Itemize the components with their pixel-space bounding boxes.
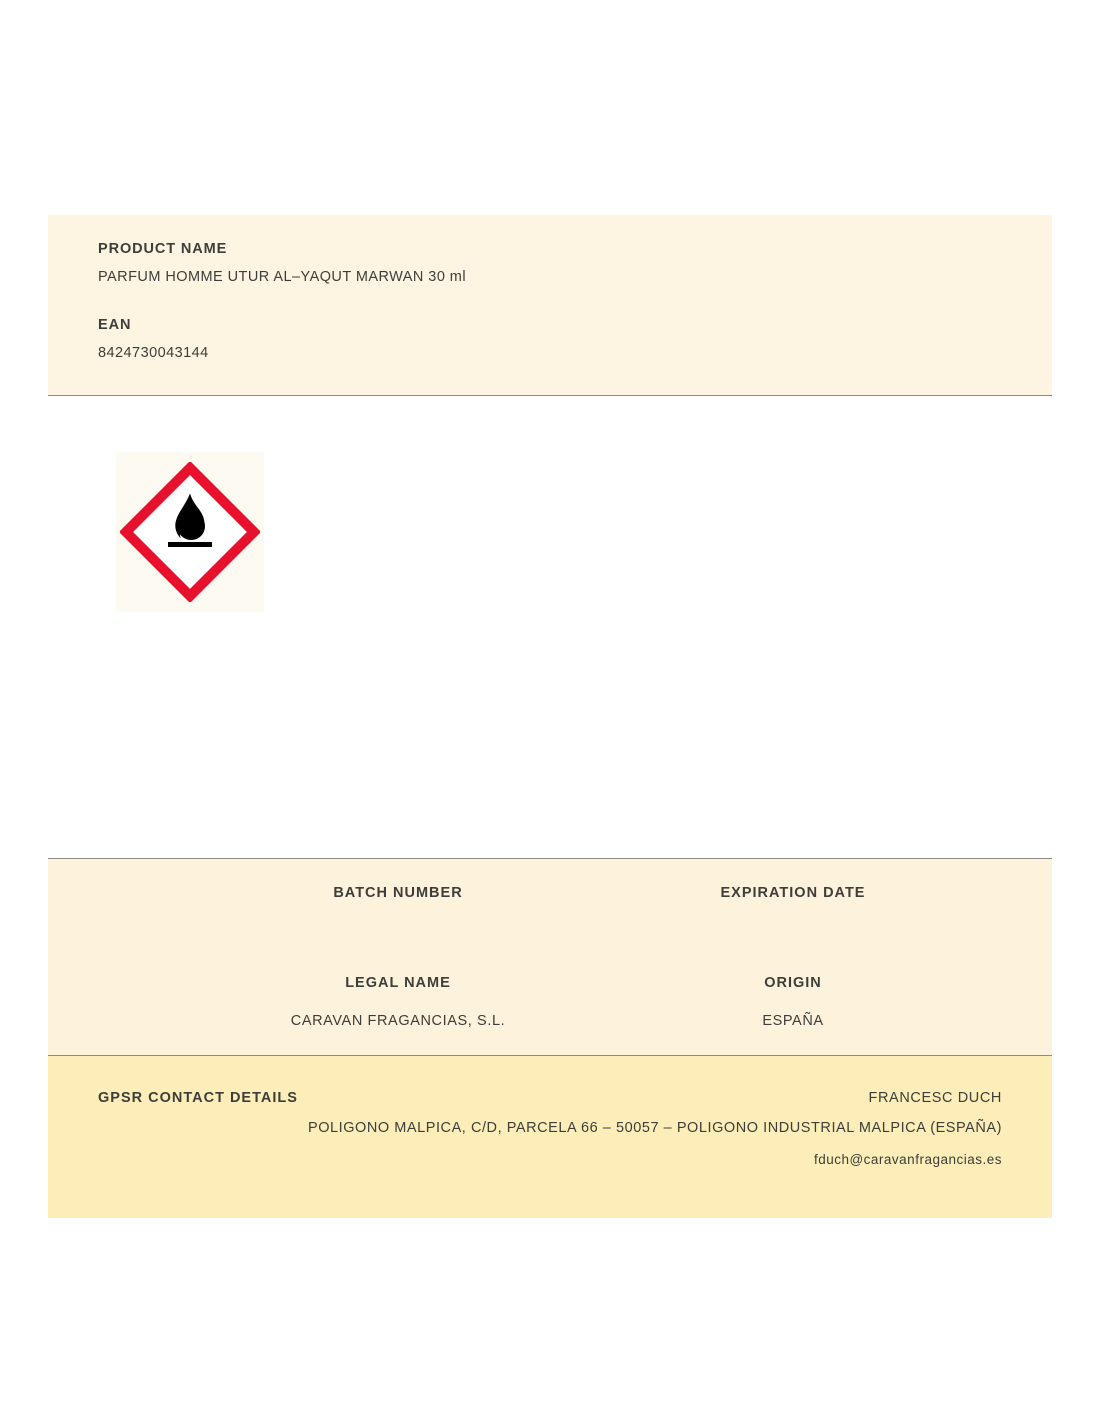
batch-number-cell — [208, 885, 588, 923]
batch-number-label: BATCH NUMBER — [333, 885, 463, 901]
details-grid — [48, 859, 1052, 1055]
gpsr-header-row — [98, 1090, 1002, 1106]
expiration-date-cell — [603, 885, 983, 923]
product-name-label: PRODUCT NAME — [98, 241, 228, 257]
gpsr-title: GPSR CONTACT DETAILS — [98, 1090, 298, 1106]
origin-label: ORIGIN — [764, 975, 822, 991]
product-details-block — [48, 859, 1052, 1055]
legal-name-label: LEGAL NAME — [345, 975, 451, 991]
legal-name-cell — [208, 975, 588, 1029]
product-name-value: PARFUM HOMME UTUR AL–YAQUT MARWAN 30 ml — [98, 269, 467, 285]
expiration-date-label: EXPIRATION DATE — [720, 885, 866, 901]
origin-value: ESPAÑA — [762, 1013, 824, 1029]
ean-value: 8424730043144 — [98, 345, 209, 361]
origin-cell — [603, 975, 983, 1029]
gpsr-contact-name: FRANCESC DUCH — [868, 1090, 1002, 1106]
gpsr-address: POLIGONO MALPICA, C/D, PARCELA 66 – 50057 – POLIGONO INDUSTRIAL MALPICA (ESPAÑA) — [307, 1120, 1002, 1136]
legal-name-value: CARAVAN FRAGANCIAS, S.L. — [290, 1013, 506, 1029]
product-summary-block — [48, 215, 1052, 395]
ghs-flammable-icon — [116, 452, 264, 612]
hazard-pictogram-area — [48, 396, 1052, 859]
ean-label: EAN — [98, 317, 132, 333]
ghs02-flame-svg — [120, 462, 260, 602]
gpsr-email[interactable]: fduch@caravanfragancias.es — [813, 1152, 1002, 1167]
block-spacer — [98, 285, 1002, 317]
gpsr-contact-block — [48, 1056, 1052, 1218]
